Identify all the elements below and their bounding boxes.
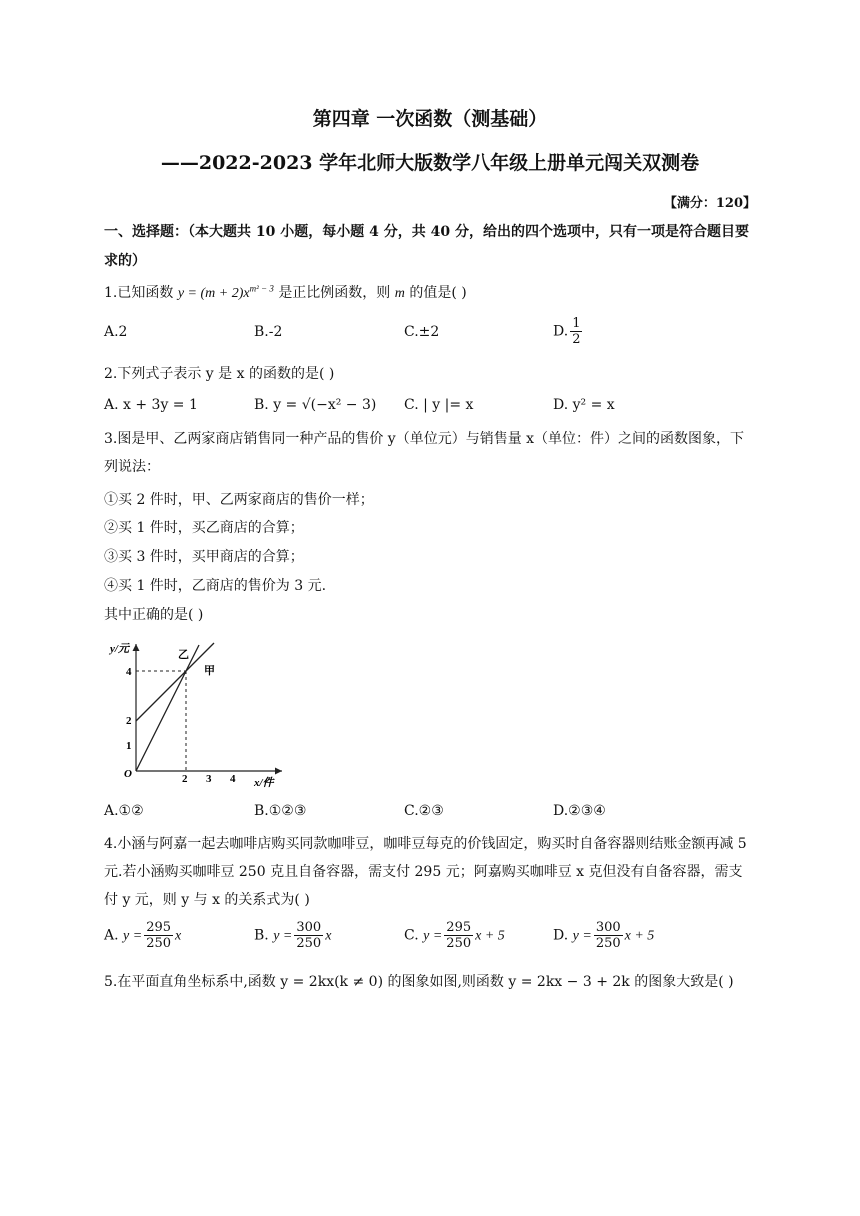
option-label: C.	[404, 927, 419, 944]
question-2-stem: 2.下列式子表示 y 是 x 的函数的是( )	[104, 366, 335, 382]
fraction-numerator: 300	[296, 920, 322, 935]
q4-option-a[interactable]	[104, 920, 181, 951]
q1-exponent: m² − 3	[249, 283, 274, 294]
q3-statement-1: ①买 2 件时，甲、乙两家商店的售价一样；	[104, 492, 374, 508]
fraction-numerator: 1	[572, 316, 581, 331]
page-title: 第四章 一次函数（测基础）	[312, 108, 548, 130]
fraction-numerator: 295	[446, 920, 472, 935]
q1-option-d-fraction	[570, 316, 582, 347]
section-heading: 一、选择题：（本大题共 10 小题，每小题 4 分，共 40 分，给出的四个选项中，只有一项是符合题目要求的）	[104, 224, 749, 269]
fraction-denominator: 250	[446, 936, 472, 951]
y-axis-label: y/元	[110, 643, 129, 655]
q3-option-d[interactable]: D.②③④	[553, 803, 606, 819]
q1-option-b[interactable]: B.-2	[254, 324, 283, 340]
q3-statement-3: ③买 3 件时，买甲商店的合算；	[104, 549, 304, 565]
q1-text-a: 1.已知函数	[104, 285, 174, 301]
q4-option-d[interactable]	[553, 920, 654, 951]
option-rhs: x + 5	[624, 928, 655, 944]
y-tick-2: 2	[126, 715, 132, 727]
q3-statement-4: ④买 1 件时，乙商店的售价为 3 元.	[104, 578, 327, 594]
x-axis-label: x/件	[254, 777, 274, 789]
page-subtitle: ——2022-2023 学年北师大版数学八年级上册单元闯关双测卷	[160, 152, 700, 174]
option-label: A.	[104, 927, 119, 944]
question-5-stem: 5.在平面直角坐标系中,函数 y = 2kx(k ≠ 0) 的图象如图,则函数 y = 2kx − 3 + 2k 的图象大致是( )	[104, 974, 734, 990]
q1-text-c: 的值是( )	[409, 285, 467, 301]
q2-option-c[interactable]: C. | y |= x	[404, 397, 474, 413]
label-jia: 甲	[204, 665, 215, 677]
q1-option-d-label: D.	[553, 323, 569, 340]
question-1-stem	[104, 282, 467, 302]
fraction-denominator: 250	[146, 936, 172, 951]
option-rhs: x + 5	[475, 928, 505, 944]
y-tick-1: 1	[126, 740, 132, 752]
option-lhs: y =	[123, 928, 143, 944]
q4-option-b[interactable]	[254, 920, 331, 951]
q2-option-d[interactable]: D. y² = x	[553, 397, 615, 413]
option-fraction	[444, 920, 473, 951]
q3-function-graph	[104, 634, 294, 794]
q1-option-c[interactable]: C.±2	[404, 324, 440, 340]
fraction-numerator: 295	[146, 920, 172, 935]
x-tick-3: 3	[206, 773, 212, 785]
option-rhs: x	[325, 928, 332, 944]
question-3-stem: 3.图是甲、乙两家商店销售同一种产品的售价 y（单位元）与销售量 x（单位：件）之间的函数图象，下列说法：	[104, 431, 745, 475]
q2-option-b[interactable]: B. y = √(−x² − 3)	[254, 397, 377, 413]
label-yi: 乙	[178, 649, 189, 661]
origin-label: O	[124, 768, 132, 780]
option-lhs: y =	[572, 928, 592, 944]
option-rhs: x	[175, 928, 182, 944]
q1-function: y = (m + 2)x	[177, 286, 250, 301]
option-lhs: y =	[273, 928, 293, 944]
line-jia	[136, 643, 214, 721]
q3-statement-2: ②买 1 件时，买乙商店的合算；	[104, 520, 304, 536]
x-tick-4: 4	[230, 773, 236, 785]
q3-option-c[interactable]: C.②③	[404, 803, 444, 819]
option-label: B.	[254, 927, 269, 944]
q3-option-b[interactable]: B.①②③	[254, 803, 307, 819]
q4-option-c[interactable]	[404, 920, 505, 951]
q3-option-a[interactable]: A.①②	[104, 803, 144, 819]
q1-text-b: 是正比例函数，则	[278, 285, 391, 301]
fraction-denominator: 250	[296, 936, 322, 951]
q1-option-a[interactable]: A.2	[104, 324, 128, 340]
option-fraction	[594, 920, 623, 951]
q1-option-d[interactable]	[553, 316, 584, 347]
option-fraction	[294, 920, 323, 951]
question-4-stem: 4.小涵与阿嘉一起去咖啡店购买同款咖啡豆，咖啡豆每克的价钱固定，购买时自备容器则结账金额再减 5 元.若小涵购买咖啡豆 250 克且自备容器，需支付 295 元；阿嘉购买咖啡豆 x 克但没有自备容器，需支付 y 元，则 y 与 x 的关系式为( )	[104, 836, 747, 908]
option-fraction	[144, 920, 173, 951]
q3-ask: 其中正确的是( )	[104, 607, 204, 623]
q2-option-a[interactable]: A. x + 3y = 1	[104, 397, 198, 413]
x-tick-2: 2	[182, 773, 188, 785]
line-yi	[136, 645, 199, 771]
y-tick-4: 4	[126, 666, 132, 678]
option-label: D.	[553, 927, 569, 944]
fraction-numerator: 300	[595, 920, 621, 935]
fraction-denominator: 250	[595, 936, 621, 951]
option-lhs: y =	[423, 928, 443, 944]
q1-var-m: m	[394, 286, 405, 301]
full-score-label: 【满分：120】	[663, 196, 756, 211]
fraction-denominator: 2	[572, 332, 581, 347]
